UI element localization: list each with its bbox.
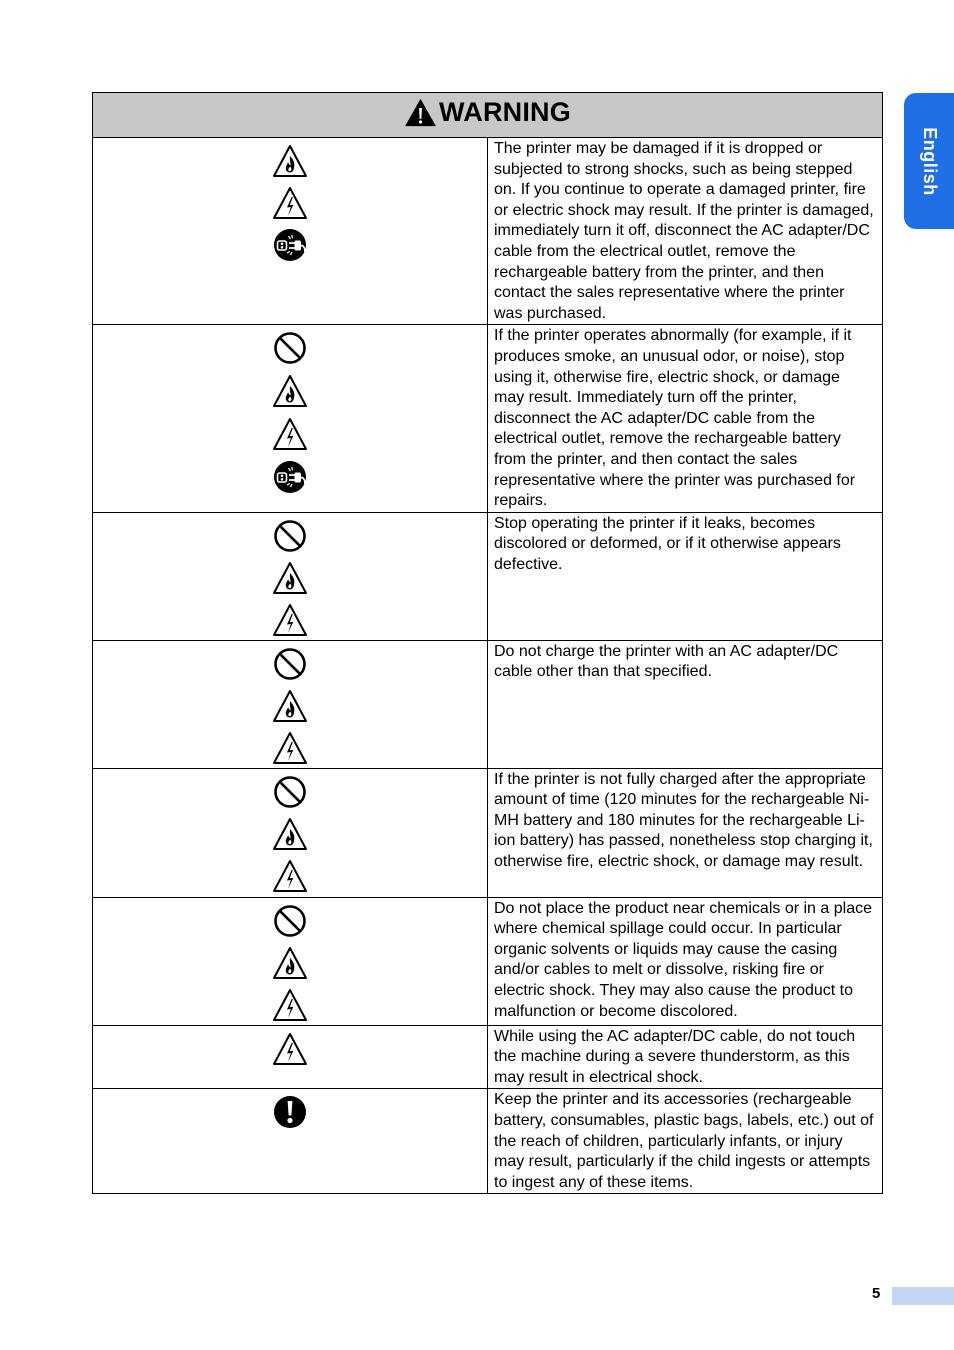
warning-table xyxy=(92,92,883,1194)
page-number-bar xyxy=(892,1287,954,1305)
page-number: 5 xyxy=(872,1285,881,1302)
prohibited-icon xyxy=(272,646,308,682)
warning-row xyxy=(93,1089,883,1194)
row-icons-cell xyxy=(93,1089,488,1194)
row-icons xyxy=(93,1089,487,1130)
row-text: If the printer operates abnormally (for example, if it produces smoke, an unusual odor, or noise), stop using it, otherwise fire, electric shock, or damage may result. Immediately turn off the printer, disconnect the AC adapter/DC cable from the electrical outlet, remove the rechargeable battery from the printer, and then contact the sales representative where the printer was purchased for repairs. xyxy=(488,325,883,512)
row-icons xyxy=(93,513,487,638)
warning-row xyxy=(93,325,883,512)
row-text: Keep the printer and its accessories (rechargeable battery, consumables, plastic bags, labels, etc.) out of the reach of children, particularly infants, or injury may result, particularly if the child ingests or attempts to ingest any of these items. xyxy=(488,1089,883,1194)
warning-row xyxy=(93,640,883,768)
electric-shock-icon xyxy=(272,1031,308,1067)
unplug-icon xyxy=(272,227,308,263)
row-text: Stop operating the printer if it leaks, becomes discolored or deformed, or if it otherwise appears defective. xyxy=(488,512,883,640)
row-icons-cell xyxy=(93,897,488,1025)
row-text: If the printer is not fully charged after the appropriate amount of time (120 minutes for the rechargeable Ni-MH battery and 180 minutes for the rechargeable Li-ion battery) has passed, nonetheless stop charging it, otherwise fire, electric shock, or damage may result. xyxy=(488,768,883,897)
language-tab-label: English xyxy=(919,126,940,196)
fire-hazard-icon xyxy=(272,688,308,724)
warning-title: WARNING xyxy=(439,96,571,127)
electric-shock-icon xyxy=(272,185,308,221)
row-icons-cell xyxy=(93,138,488,325)
row-text: Do not charge the printer with an AC adapter/DC cable other than that specified. xyxy=(488,640,883,768)
warning-header xyxy=(93,93,883,138)
electric-shock-icon xyxy=(272,858,308,894)
row-icons-cell xyxy=(93,512,488,640)
fire-hazard-icon xyxy=(272,945,308,981)
prohibited-icon xyxy=(272,774,308,810)
prohibited-icon xyxy=(272,330,308,366)
fire-hazard-icon xyxy=(272,560,308,596)
row-icons xyxy=(93,898,487,1023)
electric-shock-icon xyxy=(272,416,308,452)
row-icons xyxy=(93,769,487,894)
row-icons xyxy=(93,1026,487,1067)
warning-row xyxy=(93,768,883,897)
warning-row xyxy=(93,897,883,1025)
warning-row xyxy=(93,512,883,640)
fire-hazard-icon xyxy=(272,373,308,409)
warning-row xyxy=(93,138,883,325)
row-icons xyxy=(93,641,487,766)
row-icons-cell xyxy=(93,1025,488,1089)
row-icons-cell xyxy=(93,768,488,897)
row-text: While using the AC adapter/DC cable, do not touch the machine during a severe thunderstorm, as this may result in electrical shock. xyxy=(488,1025,883,1089)
row-text: The printer may be damaged if it is dropped or subjected to strong shocks, such as being stepped on. If you continue to operate a damaged printer, fire or electric shock may result. If the printer is damaged, immediately turn it off, disconnect the AC adapter/DC cable from the electrical outlet, remove the rechargeable battery from the printer, and then contact the sales representative where the printer was purchased. xyxy=(488,138,883,325)
mandatory-action-icon xyxy=(272,1094,308,1130)
warning-triangle-icon xyxy=(404,98,437,127)
language-tab xyxy=(904,93,954,229)
row-icons xyxy=(93,325,487,495)
row-icons-cell xyxy=(93,640,488,768)
fire-hazard-icon xyxy=(272,143,308,179)
prohibited-icon xyxy=(272,903,308,939)
electric-shock-icon xyxy=(272,730,308,766)
fire-hazard-icon xyxy=(272,816,308,852)
electric-shock-icon xyxy=(272,602,308,638)
unplug-icon xyxy=(272,459,308,495)
electric-shock-icon xyxy=(272,987,308,1023)
prohibited-icon xyxy=(272,518,308,554)
row-text: Do not place the product near chemicals or in a place where chemical spillage could occur. In particular organic solvents or liquids may cause the casing and/or cables to melt or dissolve, risking fire or electric shock. They may also cause the product to malfunction or become discolored. xyxy=(488,897,883,1025)
warning-row xyxy=(93,1025,883,1089)
row-icons-cell xyxy=(93,325,488,512)
row-icons xyxy=(93,138,487,263)
warning-rows xyxy=(93,138,883,1194)
